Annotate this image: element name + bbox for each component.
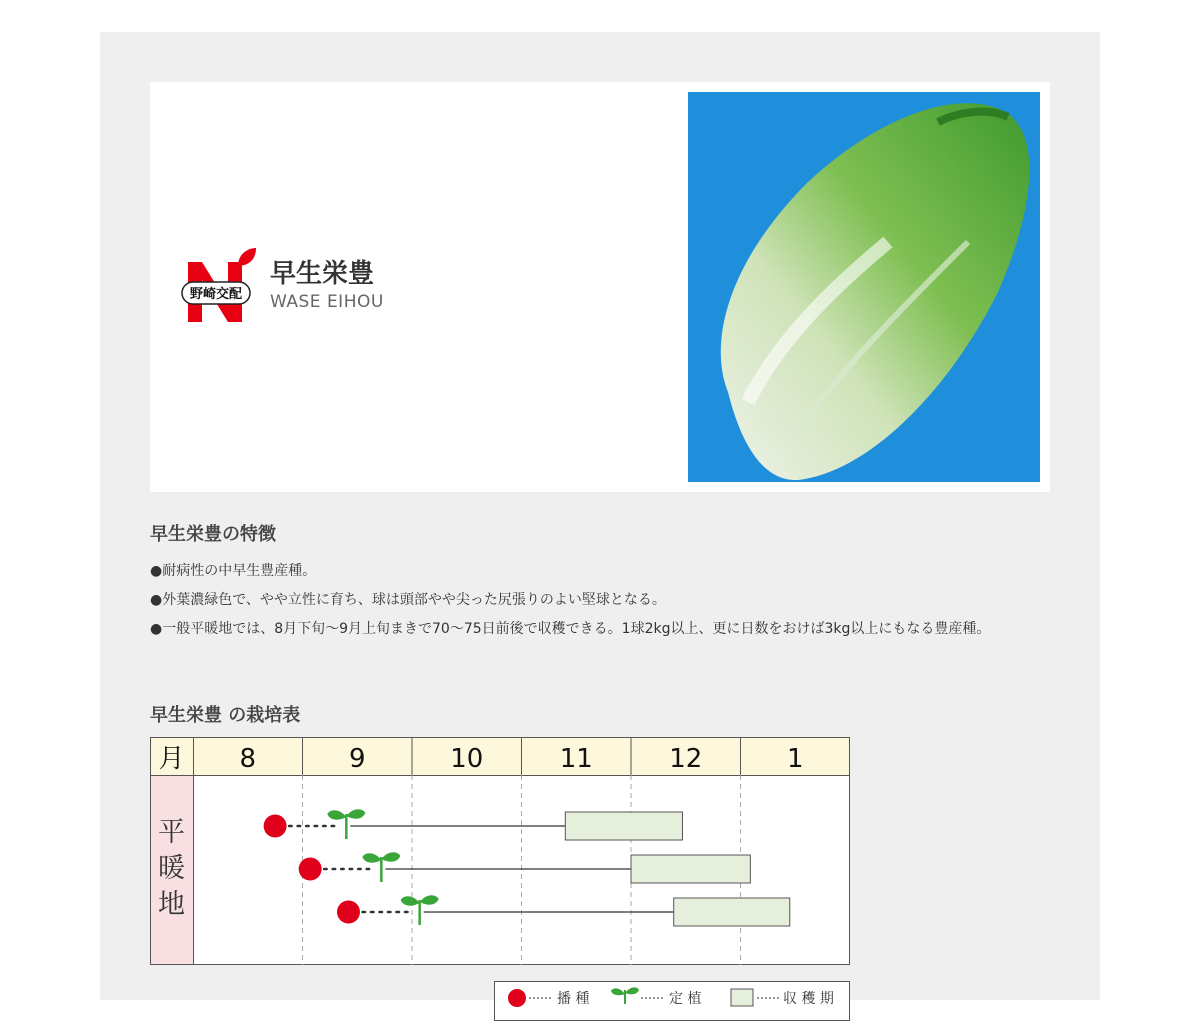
- harvest-bar: [565, 812, 682, 840]
- cabbage-image: [688, 92, 1040, 482]
- legend-harvest-label: 収 穫 期: [783, 991, 834, 1007]
- cultivation-chart-svg: [150, 737, 850, 965]
- feature-item: ●一般平暖地では、8月下旬〜9月上旬まきで70〜75日前後で収穫できる。1球2kg以上、更に日数をおけば3kg以上にもなる豊産種。: [150, 621, 991, 637]
- region-label: 平: [158, 817, 185, 848]
- schedule-title: 早生栄豊 の栽培表: [150, 705, 301, 726]
- feature-item: ●耐病性の中早生豊産種。: [150, 563, 317, 579]
- product-name: 早生栄豊: [270, 259, 375, 289]
- sow-icon: [508, 989, 526, 1007]
- month-label: 10: [450, 744, 484, 774]
- month-label: 1: [786, 744, 804, 774]
- harvest-bar: [674, 898, 790, 926]
- legend-transplant-label: 定 植: [669, 991, 702, 1007]
- month-label: 8: [239, 744, 257, 774]
- month-label: 11: [559, 744, 593, 774]
- region-label: 地: [158, 889, 185, 920]
- legend-svg: [495, 982, 851, 1022]
- chart-legend: [494, 981, 850, 1021]
- feature-item: ●外葉濃緑色で、やや立性に育ち、球は頭部やや尖った尻張りのよい堅球となる。: [150, 592, 666, 608]
- cultivation-chart: [150, 737, 850, 969]
- sow-mark: [299, 858, 322, 881]
- sow-mark: [337, 901, 360, 924]
- cabbage-photo: [688, 92, 1040, 482]
- region-label: 暖: [158, 853, 185, 884]
- harvest-bar: [631, 855, 750, 883]
- sprout-icon: [611, 987, 639, 1004]
- month-label: 12: [669, 744, 703, 774]
- sow-mark: [264, 815, 287, 838]
- nozaki-logo: [180, 248, 256, 326]
- header-month-label: 月: [158, 744, 185, 774]
- month-label: 9: [348, 744, 366, 774]
- product-name-en: WASE EIHOU: [270, 292, 384, 312]
- features-list: [150, 557, 1050, 644]
- features-title: 早生栄豊の特徴: [150, 524, 276, 545]
- legend-sow-label: 播 種: [557, 991, 590, 1007]
- harvest-icon: [731, 989, 753, 1006]
- product-hero: [150, 82, 1050, 492]
- logo-text: 野崎交配: [189, 287, 243, 302]
